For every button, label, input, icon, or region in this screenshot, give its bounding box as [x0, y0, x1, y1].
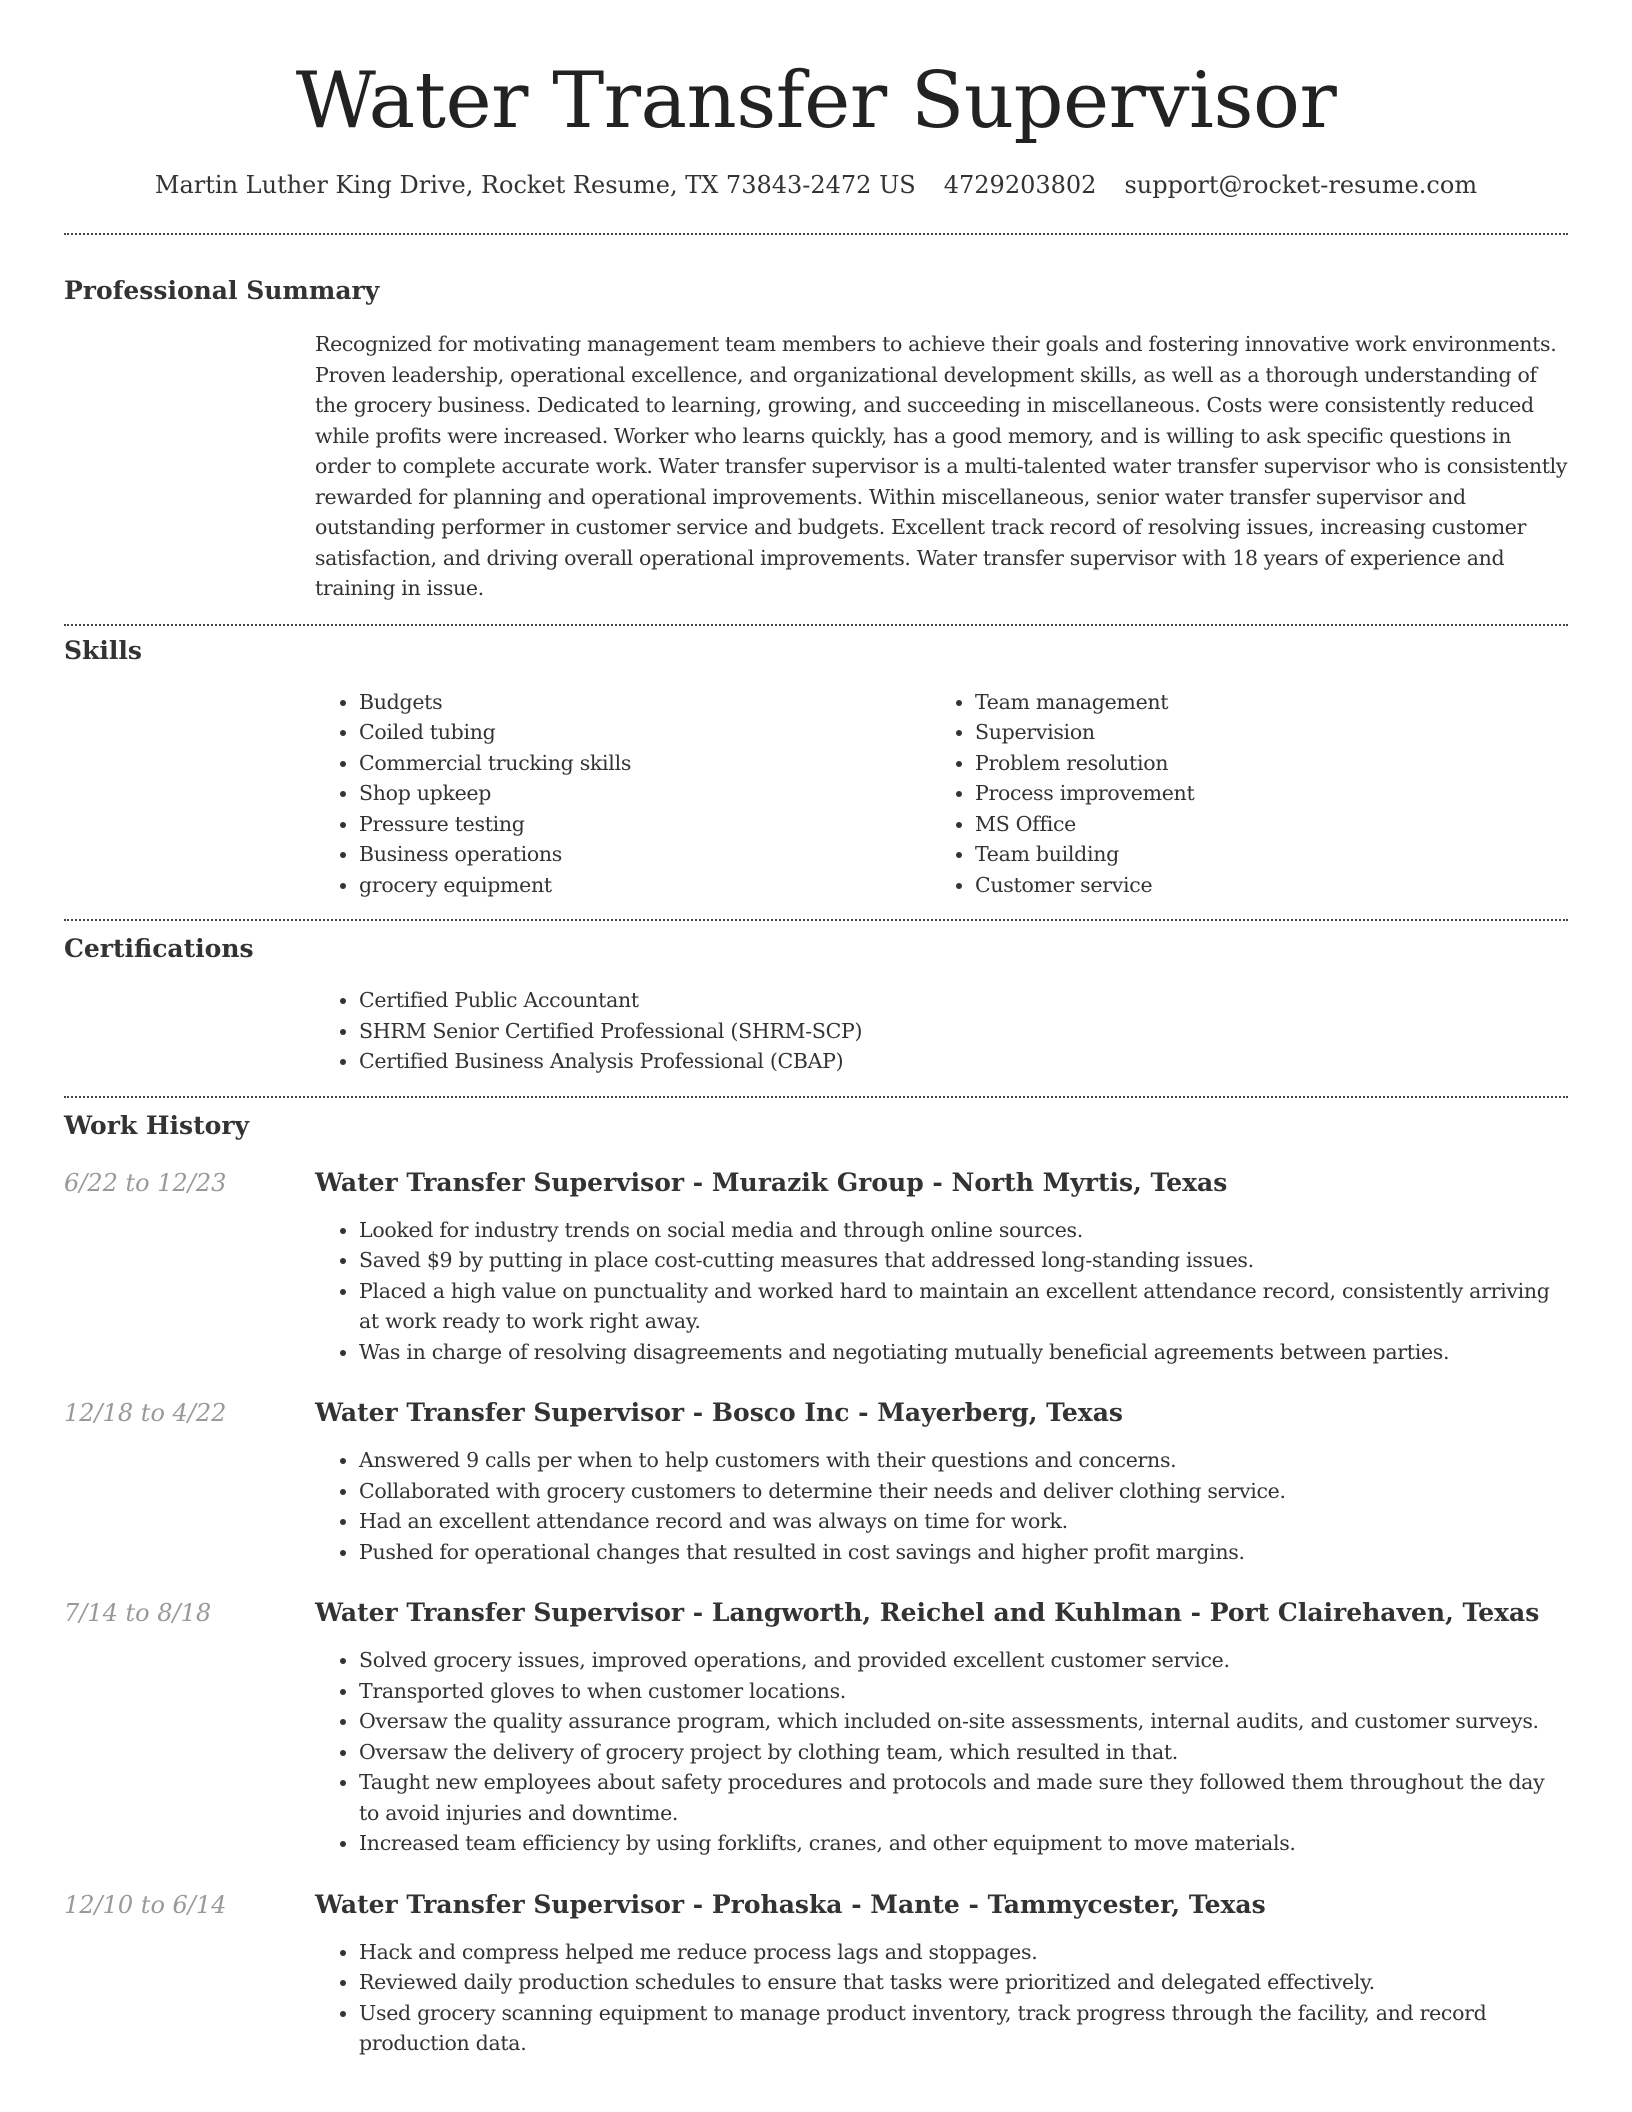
skill-item: • Problem resolution — [975, 748, 1547, 779]
skill-item: • Customer service — [975, 870, 1547, 901]
job-dates: 6/22 to 12/23 — [64, 1168, 227, 1197]
skills-section — [315, 687, 1568, 901]
contact-phone: 4729203802 — [943, 171, 1097, 199]
job-entry — [64, 1597, 1568, 1859]
job-bullet: • Reviewed daily production schedules to ensure that tasks were prioritized and delegated effectively. — [359, 1967, 1568, 1998]
job-bullet: • Oversaw the quality assurance program, which included on-site assessments, internal audits, and customer surveys. — [359, 1706, 1568, 1737]
job-bullet: • Solved grocery issues, improved operations, and provided excellent customer service. — [359, 1645, 1568, 1676]
skill-item: • MS Office — [975, 809, 1547, 840]
job-entry — [64, 1889, 1568, 2059]
summary-text: Recognized for motivating management team members to achieve their goals and fostering innovative work environments. Proven leadership, operational excellence, and organizational development skills, as well as a thorough understanding of the grocery business. Dedicated to learning, growing, and succeeding in miscellaneous. Costs were consistently reduced while profits were increased. Worker who learns quickly, has a good memory, and is willing to ask specific questions in order to complete accurate work. Water transfer supervisor is a multi-talented water transfer supervisor who is consistently rewarded for planning and operational improvements. Within miscellaneous, senior water transfer supervisor and outstanding performer in customer service and budgets. Excellent track record of resolving issues, increasing customer satisfaction, and driving overall operational improvements. Water transfer supervisor with 18 years of experience and training in issue. — [315, 332, 1568, 600]
skill-item: • Team building — [975, 839, 1547, 870]
section-divider — [64, 1096, 1568, 1098]
skills-list-left — [315, 687, 931, 901]
skill-item: • Team management — [975, 687, 1547, 718]
skill-item: • Pressure testing — [359, 809, 931, 840]
job-dates: 12/10 to 6/14 — [64, 1890, 227, 1919]
skills-list-right — [931, 687, 1547, 901]
job-title: Water Transfer Supervisor - Prohaska - Mante - Tammycester, Texas — [315, 1889, 1266, 1919]
summary-section — [315, 329, 1568, 604]
job-bullet: • Answered 9 calls per when to help customers with their questions and concerns. — [359, 1445, 1568, 1476]
skill-item: • Shop upkeep — [359, 778, 931, 809]
job-bullets — [315, 1937, 1568, 2059]
section-divider — [64, 624, 1568, 626]
certifications-heading: Certifications — [64, 934, 254, 963]
job-bullets — [315, 1445, 1568, 1567]
job-bullet: • Was in charge of resolving disagreements and negotiating mutually beneficial agreements between parties. — [359, 1337, 1568, 1368]
section-divider — [64, 919, 1568, 921]
certification-item: • SHRM Senior Certified Professional (SHRM-SCP) — [359, 1016, 1568, 1047]
job-dates: 7/14 to 8/18 — [64, 1599, 212, 1627]
skill-item: • Budgets — [359, 687, 931, 718]
contact-email: support@rocket-resume.com — [1124, 171, 1478, 199]
job-bullet: • Saved $9 by putting in place cost-cutting measures that addressed long-standing issues. — [359, 1245, 1568, 1276]
certification-item: • Certified Public Accountant — [359, 985, 1568, 1016]
job-bullet: • Pushed for operational changes that resulted in cost savings and higher profit margins. — [359, 1537, 1568, 1568]
resume-title: Water Transfer Supervisor — [295, 56, 1337, 146]
skills-heading: Skills — [64, 635, 142, 665]
job-bullet: • Looked for industry trends on social media and through online sources. — [359, 1215, 1568, 1246]
job-title: Water Transfer Supervisor - Bosco Inc - Mayerberg, Texas — [315, 1398, 1123, 1427]
job-bullet: • Hack and compress helped me reduce process lags and stoppages. — [359, 1937, 1568, 1968]
job-bullets — [315, 1645, 1568, 1859]
job-bullets — [315, 1215, 1568, 1368]
job-title: Water Transfer Supervisor - Murazik Group - North Myrtis, Texas — [315, 1167, 1228, 1197]
summary-heading: Professional Summary — [64, 276, 380, 305]
certification-item: • Certified Business Analysis Professional (CBAP) — [359, 1046, 1568, 1077]
job-bullet: • Oversaw the delivery of grocery project by clothing team, which resulted in that. — [359, 1737, 1568, 1768]
skill-item: • Business operations — [359, 839, 931, 870]
job-dates: 12/18 to 4/22 — [64, 1399, 227, 1427]
job-entry — [64, 1397, 1568, 1567]
skill-item: • Coiled tubing — [359, 717, 931, 748]
job-title: Water Transfer Supervisor - Langworth, Reichel and Kuhlman - Port Clairehaven, Texas — [315, 1598, 1540, 1627]
job-bullet: • Used grocery scanning equipment to manage product inventory, track progress through the facility, and record production data. — [359, 1998, 1568, 2059]
work-history-heading: Work History — [64, 1110, 250, 1140]
contact-line — [64, 170, 1568, 200]
skill-item: • grocery equipment — [359, 870, 931, 901]
job-bullet: • Collaborated with grocery customers to determine their needs and deliver clothing service. — [359, 1476, 1568, 1507]
job-bullet: • Transported gloves to when customer locations. — [359, 1676, 1568, 1707]
job-entry — [64, 1167, 1568, 1368]
resume-page — [64, 0, 1568, 2059]
job-bullet: • Had an excellent attendance record and was always on time for work. — [359, 1506, 1568, 1537]
section-divider — [64, 233, 1568, 235]
skill-item: • Commercial trucking skills — [359, 748, 931, 779]
job-bullet: • Placed a high value on punctuality and worked hard to maintain an excellent attendance record, consistently arriving at work ready to work right away. — [359, 1276, 1568, 1337]
contact-address: Martin Luther King Drive, Rocket Resume, TX 73843-2472 US — [154, 171, 916, 199]
skill-item: • Supervision — [975, 717, 1547, 748]
job-bullet: • Increased team efficiency by using forklifts, cranes, and other equipment to move materials. — [359, 1828, 1568, 1859]
certifications-list — [315, 985, 1568, 1077]
skill-item: • Process improvement — [975, 778, 1547, 809]
certifications-section — [315, 985, 1568, 1077]
job-bullet: • Taught new employees about safety procedures and protocols and made sure they followed them throughout the day to avoid injuries and downtime. — [359, 1767, 1568, 1828]
